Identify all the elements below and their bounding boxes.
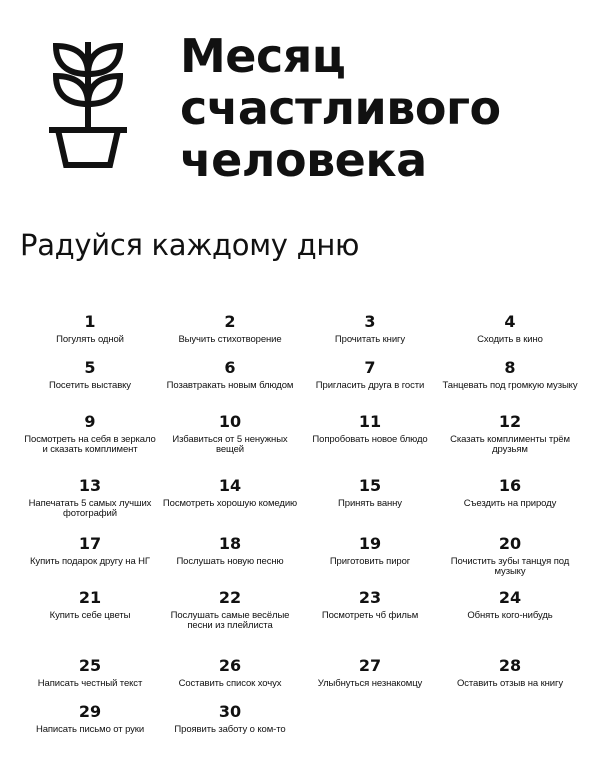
day-cell-23 bbox=[300, 588, 440, 656]
day-number: 9 bbox=[84, 412, 96, 431]
day-task: Написать честный текст bbox=[37, 678, 143, 689]
day-number: 8 bbox=[504, 358, 516, 377]
day-number: 29 bbox=[78, 702, 102, 721]
title-line-3: человека bbox=[180, 133, 427, 187]
day-cell-5 bbox=[20, 358, 160, 412]
day-task: Пригласить друга в гости bbox=[315, 380, 425, 391]
day-cell-8 bbox=[440, 358, 580, 412]
day-task: Танцевать под громкую музыку bbox=[442, 380, 578, 391]
day-task: Купить подарок другу на НГ bbox=[30, 556, 150, 567]
day-cell-26 bbox=[160, 656, 300, 702]
plant-pot-logo-icon bbox=[46, 38, 130, 168]
day-number: 15 bbox=[358, 476, 382, 495]
day-task: Принять ванну bbox=[338, 498, 402, 509]
day-task: Улыбнуться незнакомцу bbox=[317, 678, 423, 689]
day-number: 30 bbox=[218, 702, 242, 721]
day-cell-18 bbox=[160, 534, 300, 588]
day-cell-30 bbox=[160, 702, 300, 752]
day-cell-16 bbox=[440, 476, 580, 534]
day-cell-21 bbox=[20, 588, 160, 656]
day-task: Избавиться от 5 ненужных вещей bbox=[172, 434, 288, 455]
day-task: Посмотреть хорошую комедию bbox=[162, 498, 298, 509]
day-cell-17 bbox=[20, 534, 160, 588]
day-cell-20 bbox=[440, 534, 580, 588]
day-number: 25 bbox=[78, 656, 102, 675]
day-number: 7 bbox=[364, 358, 376, 377]
day-task: Посетить выставку bbox=[49, 380, 131, 391]
day-cell-9 bbox=[20, 412, 160, 476]
day-number: 13 bbox=[78, 476, 102, 495]
day-cell-28 bbox=[440, 656, 580, 702]
day-task: Почистить зубы танцуя под музыку bbox=[450, 556, 570, 577]
day-number: 22 bbox=[218, 588, 242, 607]
subtitle: Радуйся каждому дню bbox=[20, 228, 360, 262]
day-task: Послушать новую песню bbox=[176, 556, 284, 567]
day-task: Посмотреть чб фильм bbox=[321, 610, 419, 621]
day-cell-6 bbox=[160, 358, 300, 412]
challenge-grid bbox=[20, 312, 580, 752]
day-task: Послушать самые весёлые песни из плейлиста bbox=[170, 610, 290, 631]
day-task: Съездить на природу bbox=[463, 498, 557, 509]
day-number: 21 bbox=[78, 588, 102, 607]
day-number: 19 bbox=[358, 534, 382, 553]
day-cell-19 bbox=[300, 534, 440, 588]
day-task: Обнять кого-нибудь bbox=[467, 610, 553, 621]
day-cell-24 bbox=[440, 588, 580, 656]
day-task: Сказать комплименты трём друзьям bbox=[450, 434, 570, 455]
day-number: 6 bbox=[224, 358, 236, 377]
day-number: 17 bbox=[78, 534, 102, 553]
day-cell-15 bbox=[300, 476, 440, 534]
day-task: Оставить отзыв на книгу bbox=[456, 678, 564, 689]
day-cell-11 bbox=[300, 412, 440, 476]
day-cell-2 bbox=[160, 312, 300, 358]
day-task: Приготовить пирог bbox=[329, 556, 411, 567]
day-task: Прочитать книгу bbox=[334, 334, 406, 345]
day-number: 26 bbox=[218, 656, 242, 675]
day-cell-22 bbox=[160, 588, 300, 656]
day-cell-4 bbox=[440, 312, 580, 358]
day-task: Погулять одной bbox=[56, 334, 124, 345]
day-task: Сходить в кино bbox=[477, 334, 543, 345]
day-number: 5 bbox=[84, 358, 96, 377]
day-number: 14 bbox=[218, 476, 242, 495]
day-cell-1 bbox=[20, 312, 160, 358]
day-task: Выучить стихотворение bbox=[178, 334, 282, 345]
day-task: Написать письмо от руки bbox=[35, 724, 145, 735]
day-number: 1 bbox=[84, 312, 96, 331]
day-task: Напечатать 5 самых лучших фотографий bbox=[28, 498, 152, 519]
day-number: 4 bbox=[504, 312, 516, 331]
page-title bbox=[180, 30, 501, 186]
day-cell-3 bbox=[300, 312, 440, 358]
day-task: Посмотреть на себя в зеркало и сказать комплимент bbox=[24, 434, 156, 455]
day-cell-29 bbox=[20, 702, 160, 752]
day-number: 18 bbox=[218, 534, 242, 553]
day-number: 2 bbox=[224, 312, 236, 331]
day-number: 12 bbox=[498, 412, 522, 431]
day-cell-10 bbox=[160, 412, 300, 476]
day-number: 11 bbox=[358, 412, 382, 431]
day-number: 24 bbox=[498, 588, 522, 607]
day-cell-25 bbox=[20, 656, 160, 702]
day-task: Купить себе цветы bbox=[49, 610, 131, 621]
day-number: 20 bbox=[498, 534, 522, 553]
day-cell-13 bbox=[20, 476, 160, 534]
day-number: 28 bbox=[498, 656, 522, 675]
day-number: 16 bbox=[498, 476, 522, 495]
day-cell-14 bbox=[160, 476, 300, 534]
day-task: Составить список хочух bbox=[178, 678, 282, 689]
day-task: Попробовать новое блюдо bbox=[312, 434, 428, 445]
day-number: 3 bbox=[364, 312, 376, 331]
day-cell-12 bbox=[440, 412, 580, 476]
day-number: 23 bbox=[358, 588, 382, 607]
title-line-1: Месяц bbox=[180, 29, 346, 83]
day-task: Позавтракать новым блюдом bbox=[166, 380, 294, 391]
day-cell-7 bbox=[300, 358, 440, 412]
day-number: 10 bbox=[218, 412, 242, 431]
day-task: Проявить заботу о ком-то bbox=[174, 724, 286, 735]
title-line-2: счастливого bbox=[180, 81, 501, 135]
day-cell-27 bbox=[300, 656, 440, 702]
day-number: 27 bbox=[358, 656, 382, 675]
